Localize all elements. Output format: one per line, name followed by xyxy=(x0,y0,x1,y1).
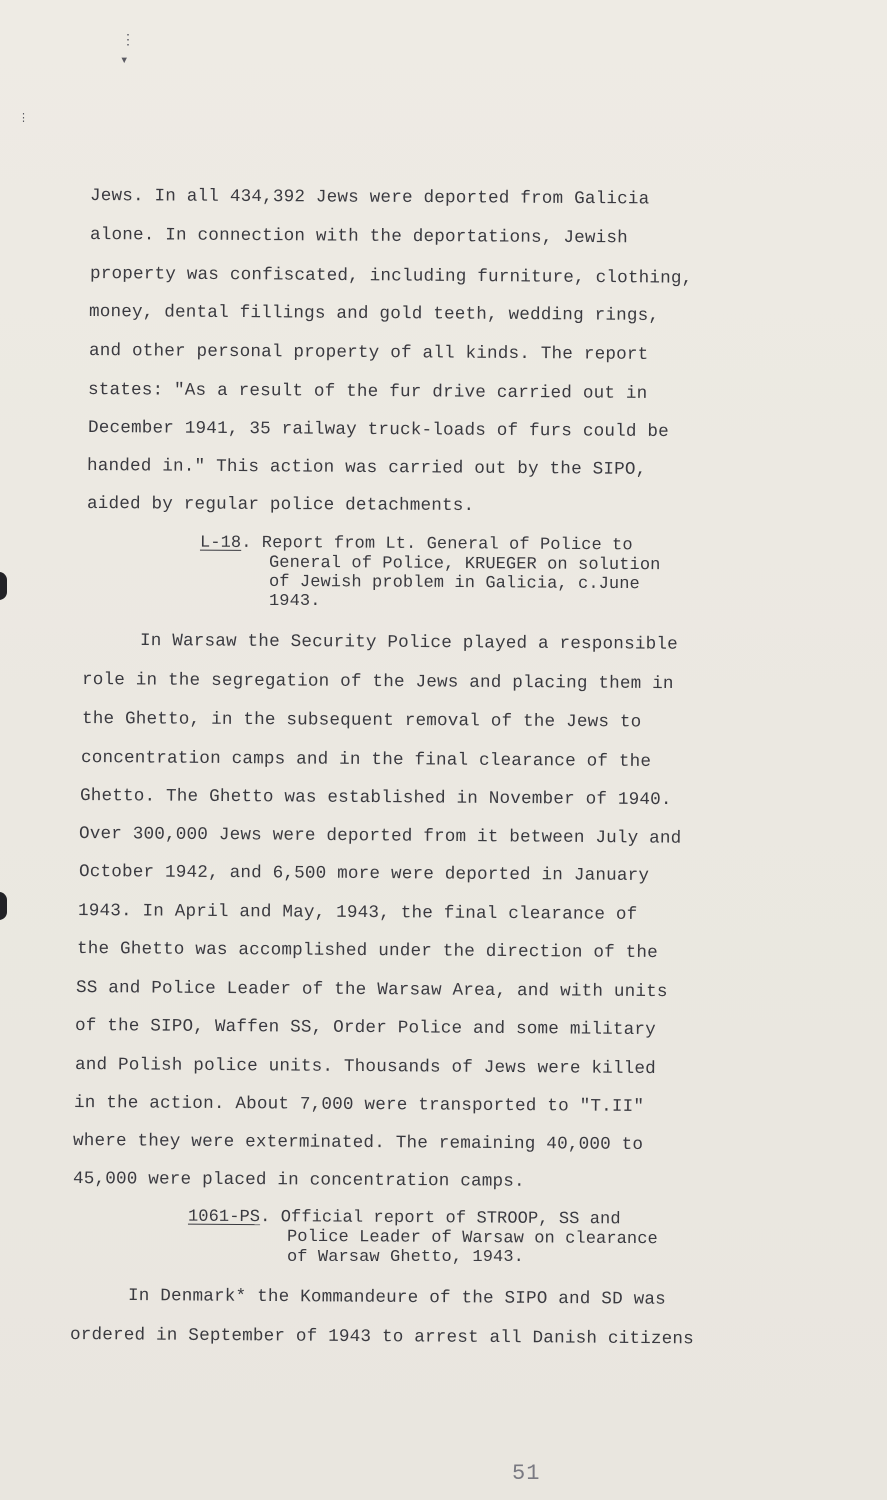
citation-ref: 1061-PS xyxy=(187,1207,261,1228)
citation-line: 1943. xyxy=(269,592,321,611)
citation-1061ps xyxy=(188,1209,621,1230)
text-line: handed in." This action was carried out by the SIPO, xyxy=(86,456,647,480)
citation-line: General of Police, KRUEGER on solution xyxy=(268,553,661,576)
text-line: 1943. In April and May, 1943, the final clearance of xyxy=(77,901,638,925)
text-line: In Warsaw the Security Police played a responsible xyxy=(139,631,678,655)
text-line: in the action. About 7,000 were transported to "T.II" xyxy=(73,1093,645,1117)
citation-line: Police Leader of Warsaw on clearance xyxy=(286,1227,658,1250)
punch-hole-lower xyxy=(0,892,7,920)
text-line: role in the segregation of the Jews and placing them in xyxy=(81,670,674,695)
citation-l18 xyxy=(200,535,633,556)
text-line: December 1941, 35 railway truck-loads of furs could be xyxy=(87,418,669,443)
text-line: SS and Police Leader of the Warsaw Area, and with units xyxy=(75,978,668,1003)
scan-mark-top: ⋮ xyxy=(121,33,135,49)
text-line: where they were exterminated. The remaining 40,000 to xyxy=(72,1131,644,1155)
text-line: states: "As a result of the fur drive carried out in xyxy=(87,380,648,404)
text-line: aided by regular police detachments. xyxy=(86,494,475,517)
text-line: concentration camps and in the final clearance of the xyxy=(80,748,652,772)
citation-line: of Jewish problem in Galicia, c.June xyxy=(268,572,640,595)
text-line: Ghetto. The Ghetto was established in November of 1940. xyxy=(79,786,672,811)
text-line: Jews. In all 434,392 Jews were deported from Galicia xyxy=(89,186,650,210)
text-line: Over 300,000 Jews were deported from it between July and xyxy=(78,824,682,849)
text-line: October 1942, and 6,500 more were deported in January xyxy=(78,862,650,886)
page-number: 51 xyxy=(512,1461,541,1486)
text-line: and other personal property of all kinds. The report xyxy=(88,341,649,365)
punch-hole-upper xyxy=(0,572,7,600)
text-line: the Ghetto, in the subsequent removal of the Jews to xyxy=(81,709,642,733)
citation-line: . Report from Lt. General of Police to xyxy=(241,533,633,556)
text-line: ordered in September of 1943 to arrest all Danish citizens xyxy=(69,1325,695,1350)
text-line: 45,000 were placed in concentration camps. xyxy=(72,1169,525,1192)
citation-ref: L-18 xyxy=(199,533,242,553)
citation-line: . Official report of STROOP, SS and xyxy=(260,1208,621,1230)
text-line: property was confiscated, including furniture, clothing, xyxy=(89,264,693,289)
text-line: and Polish police units. Thousands of Jews were killed xyxy=(74,1055,656,1080)
text-line: money, dental fillings and gold teeth, wedding rings, xyxy=(88,302,660,326)
text-line: alone. In connection with the deportations, Jewish xyxy=(89,225,628,249)
text-line: of the SIPO, Waffen SS, Order Police and some military xyxy=(74,1016,656,1041)
scan-mark-left: ⋮ xyxy=(18,113,29,125)
text-line: In Denmark* the Kommandeure of the SIPO and SD was xyxy=(127,1286,666,1310)
text-line: the Ghetto was accomplished under the direction of the xyxy=(76,939,658,964)
citation-line: of Warsaw Ghetto, 1943. xyxy=(287,1248,524,1267)
scan-mark-arrow: ▾ xyxy=(120,53,129,69)
